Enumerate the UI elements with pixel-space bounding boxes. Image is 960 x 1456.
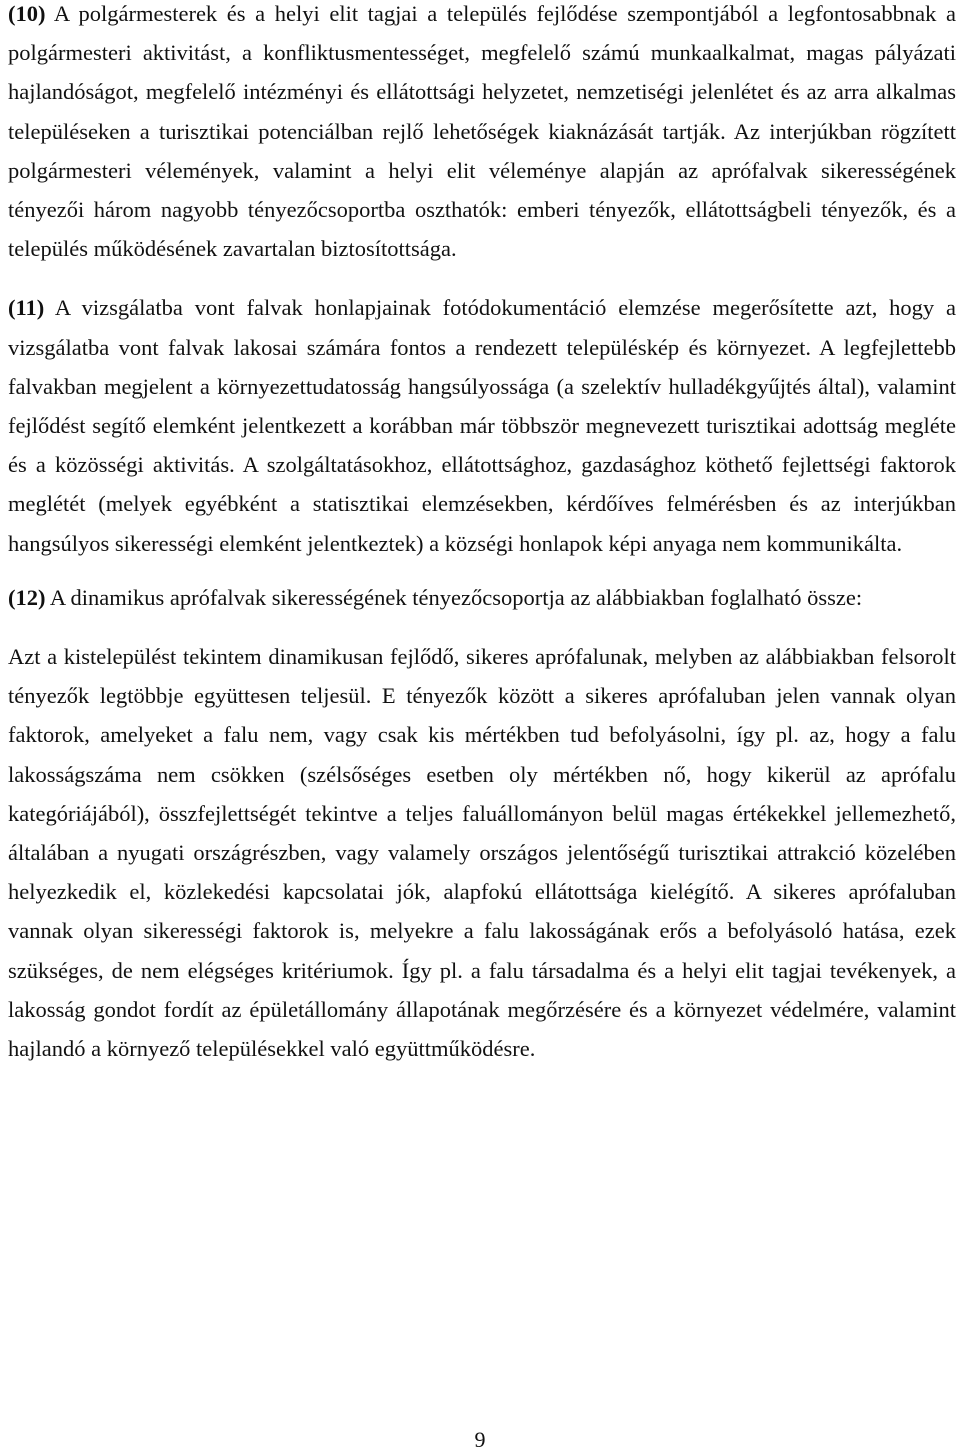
paragraph-number: (10) (8, 1, 46, 26)
paragraph-10 (8, 0, 956, 268)
paragraph-number: (12) (8, 584, 46, 610)
paragraph-text: A dinamikus aprófalvak sikerességének tényezőcsoportja az alábbiakban foglalható össze: (45, 584, 863, 610)
paragraph-text: A vizsgálatba vont falvak honlapjainak fotódokumentáció elemzése megerősítette azt, hogy a vizsgálatba vont falvak lakosai számára fontos a rendezett településkép és környezet. A legfejlettebb falvakban megjelent a környezettudatosság hangsúlyossága (a szelektív hulladékgyűjtés által), valamint fejlődést segítő elemként jelentkezett a korábban már többször megnevezett turisztikai adottság megléte és a közösségi aktivitás. A szolgáltatásokhoz, ellátottsághoz, gazdasághoz köthető fejlettségi faktorok meglétét (melyek egyébként a statisztikai elemzésekben, kérdőíves felmérésben és az interjúkban hangsúlyos sikerességi elemként jelentkeztek) a községi honlapok képi anyaga nem kommunikálta. (8, 295, 956, 556)
paragraph-definition (8, 637, 956, 1068)
paragraph-text: A polgármesterek és a helyi elit tagjai a település fejlődése szempontjából a legfontosabbnak a polgármesteri aktivitást, a konfliktusmentességet, megfelelő számú munkaalkalmat, magas pályázati hajlandóságot, megfelelő intézményi és ellátottsági helyzetet, nemzetiségi jelenlétet és az arra alkalmas településeken a turisztikai potenciálban rejlő lehetőségek kiaknázását tartják. Az interjúkban rögzített polgármesteri vélemények, valamint a helyi elit véleménye alapján az aprófalvak sikerességének tényezői három nagyobb tényezőcsoportba oszthatók: emberi tényezők, ellátottságbeli tényezők, és a település működésének zavartalan biztosítottsága. (8, 1, 956, 262)
paragraph-12 (8, 578, 956, 617)
page-number: 9 (474, 1427, 486, 1452)
paragraph-text: Azt a kistelepülést tekintem dinamikusan fejlődő, sikeres aprófalunak, melyben az alábbiakban felsorolt tényezők legtöbbje együttesen teljesül. E tényezők között a sikeres aprófaluban jelen vannak olyan faktorok, amelyeket a falu nem, vagy csak kis mértékben tud befolyásolni, így pl. az, hogy a falu lakosságszáma nem csökken (szélsőséges esetben oly mértékben nő, hogy kikerül az aprófalu kategóriájából), összfejlettségét tekintve a teljes faluállományon belül magas értékekkel jellemezhető, általában a nyugati országrészben, vagy valamely országos jelentőségű turisztikai attrakció közelében helyezkedik el, közlekedési kapcsolatai jók, alapfokú ellátottsága kielégítő. A sikeres aprófaluban vannak olyan sikerességi faktorok is, melyekre a falu lakosságának erős a befolyásoló hatása, ezek szükséges, de nem elégséges kritériumok. Így pl. a falu társadalma és a helyi elit tagjai tevékenyek, a lakosság gondot fordít az épületállomány állapotának megőrzésére és a környezet védelmére, valamint hajlandó a környező településekkel való együttműködésre. (8, 644, 956, 1062)
paragraph-number: (11) (8, 295, 45, 321)
document-page (8, 0, 956, 1068)
paragraph-11 (8, 288, 956, 562)
